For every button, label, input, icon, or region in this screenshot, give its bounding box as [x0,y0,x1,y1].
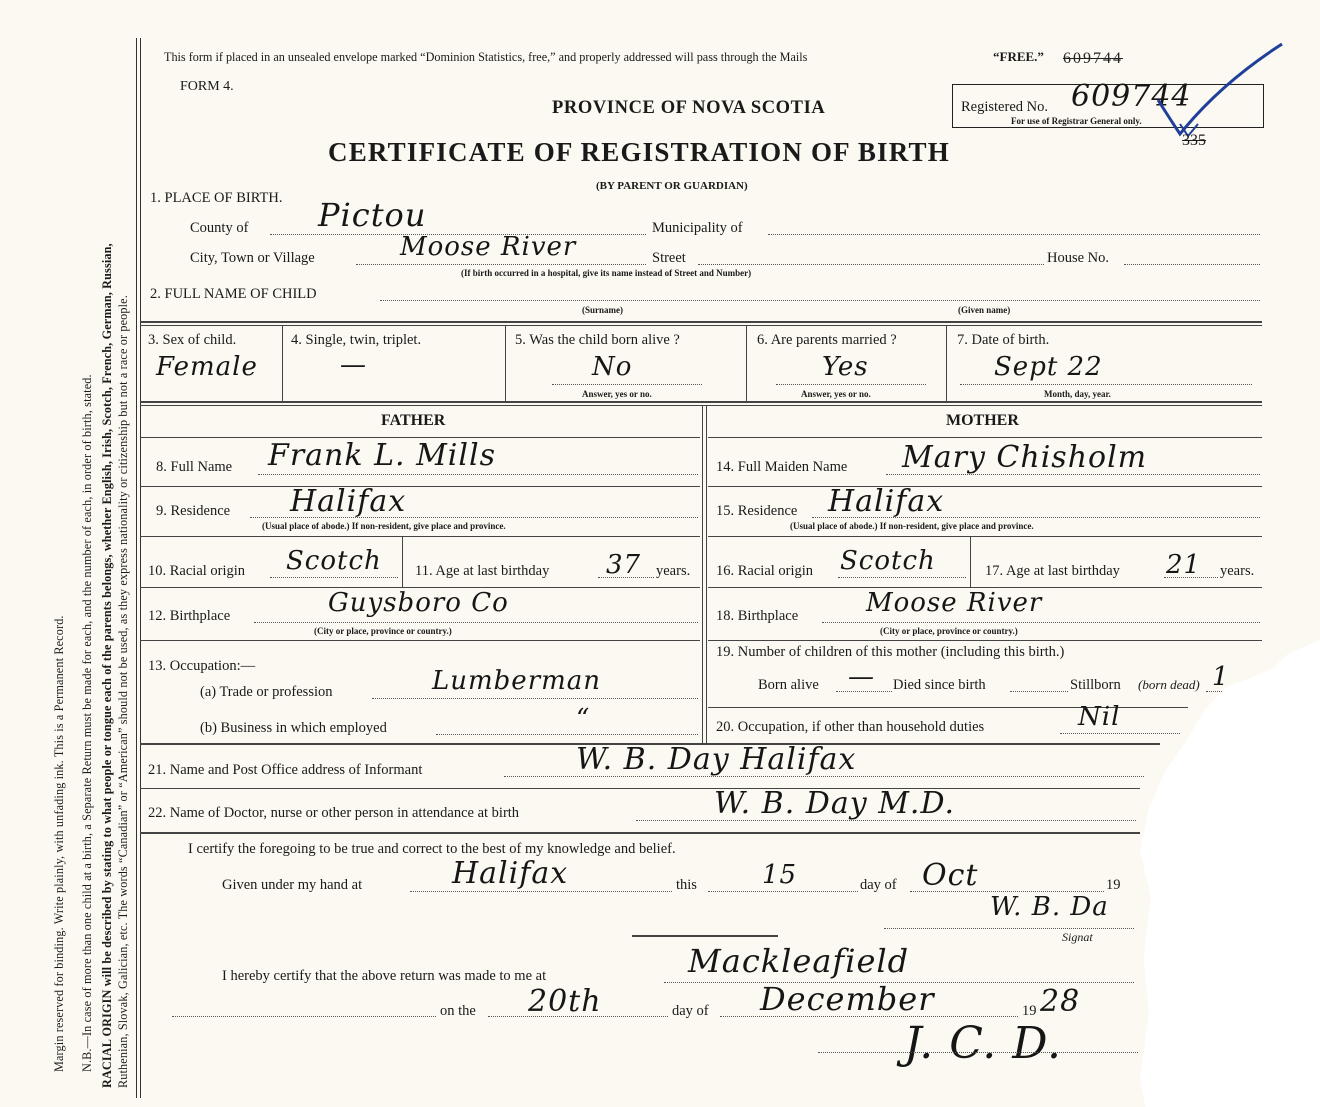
this-label: this [676,877,697,893]
father-race-label: 10. Racial origin [148,563,246,579]
rule-f2 [140,536,700,537]
reg-year-value: 28 [1040,984,1081,1019]
mother-bp-note: (City or place, province or country.) [880,626,1018,636]
registrar-initials: J. C. D. [904,1018,1062,1069]
father-bp-value: Guysboro Co [328,588,509,618]
mother-age-label: 17. Age at last birthday [985,563,1120,579]
father-biz-value: “ [576,704,591,734]
house-line [1124,264,1260,265]
father-bp-line [254,622,698,623]
dob-value: Sept 22 [994,352,1103,382]
mother-occ-line [1060,733,1180,734]
alive-label: 5. Was the child born alive ? [515,332,680,348]
father-bp-note: (City or place, province or country.) [314,626,452,636]
divider-16-17 [970,537,971,587]
father-name-line [258,474,698,475]
father-trade-label: (a) Trade or profession [200,684,333,700]
center-divider-b [706,405,707,743]
center-divider [702,405,703,743]
signature-line [884,928,1134,929]
rule-f1 [140,486,700,487]
day-line [708,891,858,892]
city-value: Moose River [400,232,577,262]
check-mark-icon [1150,38,1290,158]
registered-no-label: Registered No. [961,99,1048,115]
stillborn-label: Stillborn [1070,677,1121,693]
father-res-note: (Usual place of abode.) If non-resident, give place and province. [262,521,506,531]
form-number: FORM 4. [180,79,234,94]
month-value: Oct [922,858,979,893]
mother-name-value: Mary Chisholm [902,440,1148,475]
mother-age-years: years. [1220,563,1255,579]
day-value: 15 [762,860,798,890]
mother-occ-value: Nil [1078,702,1121,732]
died-label: Died since birth [893,677,986,693]
rule-mother-head [708,437,1262,438]
mother-race-value: Scotch [840,546,936,576]
alive-value: No [592,352,633,382]
rule-2 [140,401,1262,403]
rule-m1 [708,486,1262,487]
father-name-label: 8. Full Name [156,459,233,475]
dob-line [960,384,1252,385]
mother-bp-label: 18. Birthplace [716,608,799,624]
divider-5-6 [746,325,747,401]
separator-rule [632,935,778,937]
city-label: City, Town or Village [190,250,315,266]
married-label: 6. Are parents married ? [757,332,897,348]
house-label: House No. [1047,250,1110,266]
single-label: 4. Single, twin, triplet. [291,332,422,348]
divider-3-4 [282,325,283,401]
mother-age-value: 21 [1166,550,1202,580]
municipality-line [768,234,1260,235]
street-label: Street [652,250,686,266]
place-of-birth-heading: 1. PLACE OF BIRTH. [150,190,283,206]
mother-bp-value: Moose River [866,588,1043,618]
born-alive-label: Born alive [758,677,819,693]
county-value: Pictou [318,196,427,234]
certificate-title: CERTIFICATE OF REGISTRATION OF BIRTH [328,137,950,167]
registrar-statement: I hereby certify that the above return was made to me at [222,968,547,984]
rule-2b [140,405,1262,406]
dob-note: Month, day, year. [1044,389,1111,399]
hospital-note: (If birth occurred in a hospital, give its name instead of Street and Number) [461,268,752,278]
mother-race-label: 16. Racial origin [716,563,814,579]
father-heading: FATHER [381,412,446,429]
father-race-line [270,577,398,578]
rule-4 [140,788,1140,789]
struck-mark: 335 [1182,132,1206,149]
father-name-value: Frank L. Mills [268,438,496,473]
margin-col1: Margin reserved for binding. Write plainly, with unfading ink. This is a Permanent Record. [52,615,66,1072]
child-name-line [380,300,1260,301]
given-label: Given under my hand at [222,877,363,893]
rule-m4 [708,640,1262,641]
child-name-label: 2. FULL NAME OF CHILD [150,286,317,302]
father-biz-line [436,734,698,735]
divider-6-7 [946,325,947,401]
registered-no-value: 609744 [1071,79,1192,114]
father-res-value: Halifax [290,484,407,519]
doctor-value: W. B. Day M.D. [714,786,955,821]
father-occ-label: 13. Occupation:— [148,658,256,674]
registrar-name-line [172,1016,436,1017]
given-place-value: Halifax [452,856,569,891]
street-line [698,264,1044,265]
married-note: Answer, yes or no. [801,389,871,399]
day-of-label: day of [860,877,897,893]
stillborn-note: (born dead) [1138,677,1200,692]
father-age-years: years. [656,563,691,579]
divider-4-5 [505,325,506,401]
informant-label: 21. Name and Post Office address of Informant [148,762,423,778]
mother-occ-label: 20. Occupation, if other than household duties [716,719,985,735]
died-line [1010,691,1068,692]
single-value: — [340,350,367,380]
father-age-value: 37 [606,550,642,580]
on-the-label: on the [440,1003,476,1019]
reg-day-value: 20th [528,984,602,1019]
reg-year-prefix: 19 [1022,1003,1037,1019]
father-race-value: Scotch [286,546,382,576]
mother-name-label: 14. Full Maiden Name [716,459,848,475]
registrar-place-value: Mackleafield [688,942,910,980]
county-label: County of [190,220,249,236]
reg-month-value: December [760,980,935,1018]
father-trade-line [372,698,698,699]
born-alive-value: — [848,662,875,692]
municipality-label: Municipality of [652,220,743,236]
margin-border-inner [140,38,141,1098]
sex-value: Female [156,352,258,382]
rule-1b [140,325,1262,326]
mail-notice: This form if placed in an unsealed envelope marked “Dominion Statistics, free,” and properly addressed will pass through the Mails [164,50,808,64]
father-trade-value: Lumberman [432,666,602,696]
alive-line [552,384,702,385]
margin-col4: Ruthenian, Slovak, Galician, etc. The words “Canadian” or “American” should not be used, as they express nationality or citizenship but not a race or people. [116,295,130,1088]
margin-instructions [0,0,140,1107]
reg-day-of-label: day of [672,1003,709,1019]
informant-value: W. B. Day Halifax [576,742,857,777]
mother-bp-line [822,622,1260,623]
mother-res-label: 15. Residence [716,503,798,519]
registrar-sign-line [818,1052,1138,1053]
given-place-line [410,891,672,892]
signature-label: Signat [1062,930,1093,944]
certificate-subtitle: (BY PARENT OR GUARDIAN) [596,180,748,192]
sex-label: 3. Sex of child. [148,332,237,348]
mother-res-value: Halifax [828,484,945,519]
year-prefix: 19 [1106,877,1121,893]
margin-border [136,38,137,1098]
stillborn-value: 1 [1212,662,1230,692]
city-line [356,264,646,265]
mother-race-line [838,577,966,578]
father-age-label: 11. Age at last birthday [415,563,550,579]
rule-m2 [708,536,1262,537]
married-value: Yes [822,352,869,382]
given-name-note: (Given name) [958,305,1011,315]
dob-label: 7. Date of birth. [957,332,1050,348]
father-res-label: 9. Residence [156,503,231,519]
margin-col3: RACIAL ORIGIN will be described by stating to what people or tongue each of the parents belongs, whether English, Irish, Scotch, French, German, Russian, [100,243,114,1088]
surname-note: (Surname) [582,305,623,315]
province-heading: PROVINCE OF NOVA SCOTIA [552,98,826,118]
registrar-note: For use of Registrar General only. [1011,116,1142,126]
father-biz-label: (b) Business in which employed [200,720,387,736]
struck-out-number: 609744 [1063,50,1123,67]
married-line [776,384,926,385]
father-bp-label: 12. Birthplace [148,608,231,624]
mail-notice-free: “FREE.” [993,49,1044,64]
certify-statement: I certify the foregoing to be true and correct to the best of my knowledge and belief. [188,841,676,857]
mother-heading: MOTHER [946,412,1019,429]
rule-f4 [140,640,700,641]
mother-res-note: (Usual place of abode.) If non-resident, give place and province. [790,521,1034,531]
alive-note: Answer, yes or no. [582,389,652,399]
mother-children-label: 19. Number of children of this mother (including this birth.) [716,644,1065,660]
divider-10-11 [402,537,403,587]
margin-col2: N.B.—In case of more than one child at a birth, a Separate Return must be made for each, and the number of each, in order of birth, stated. [80,374,94,1072]
rule-5 [140,832,1140,834]
signature-value: W. B. Da [990,892,1109,922]
rule-1 [140,321,1262,323]
doctor-label: 22. Name of Doctor, nurse or other person in attendance at birth [148,805,520,821]
